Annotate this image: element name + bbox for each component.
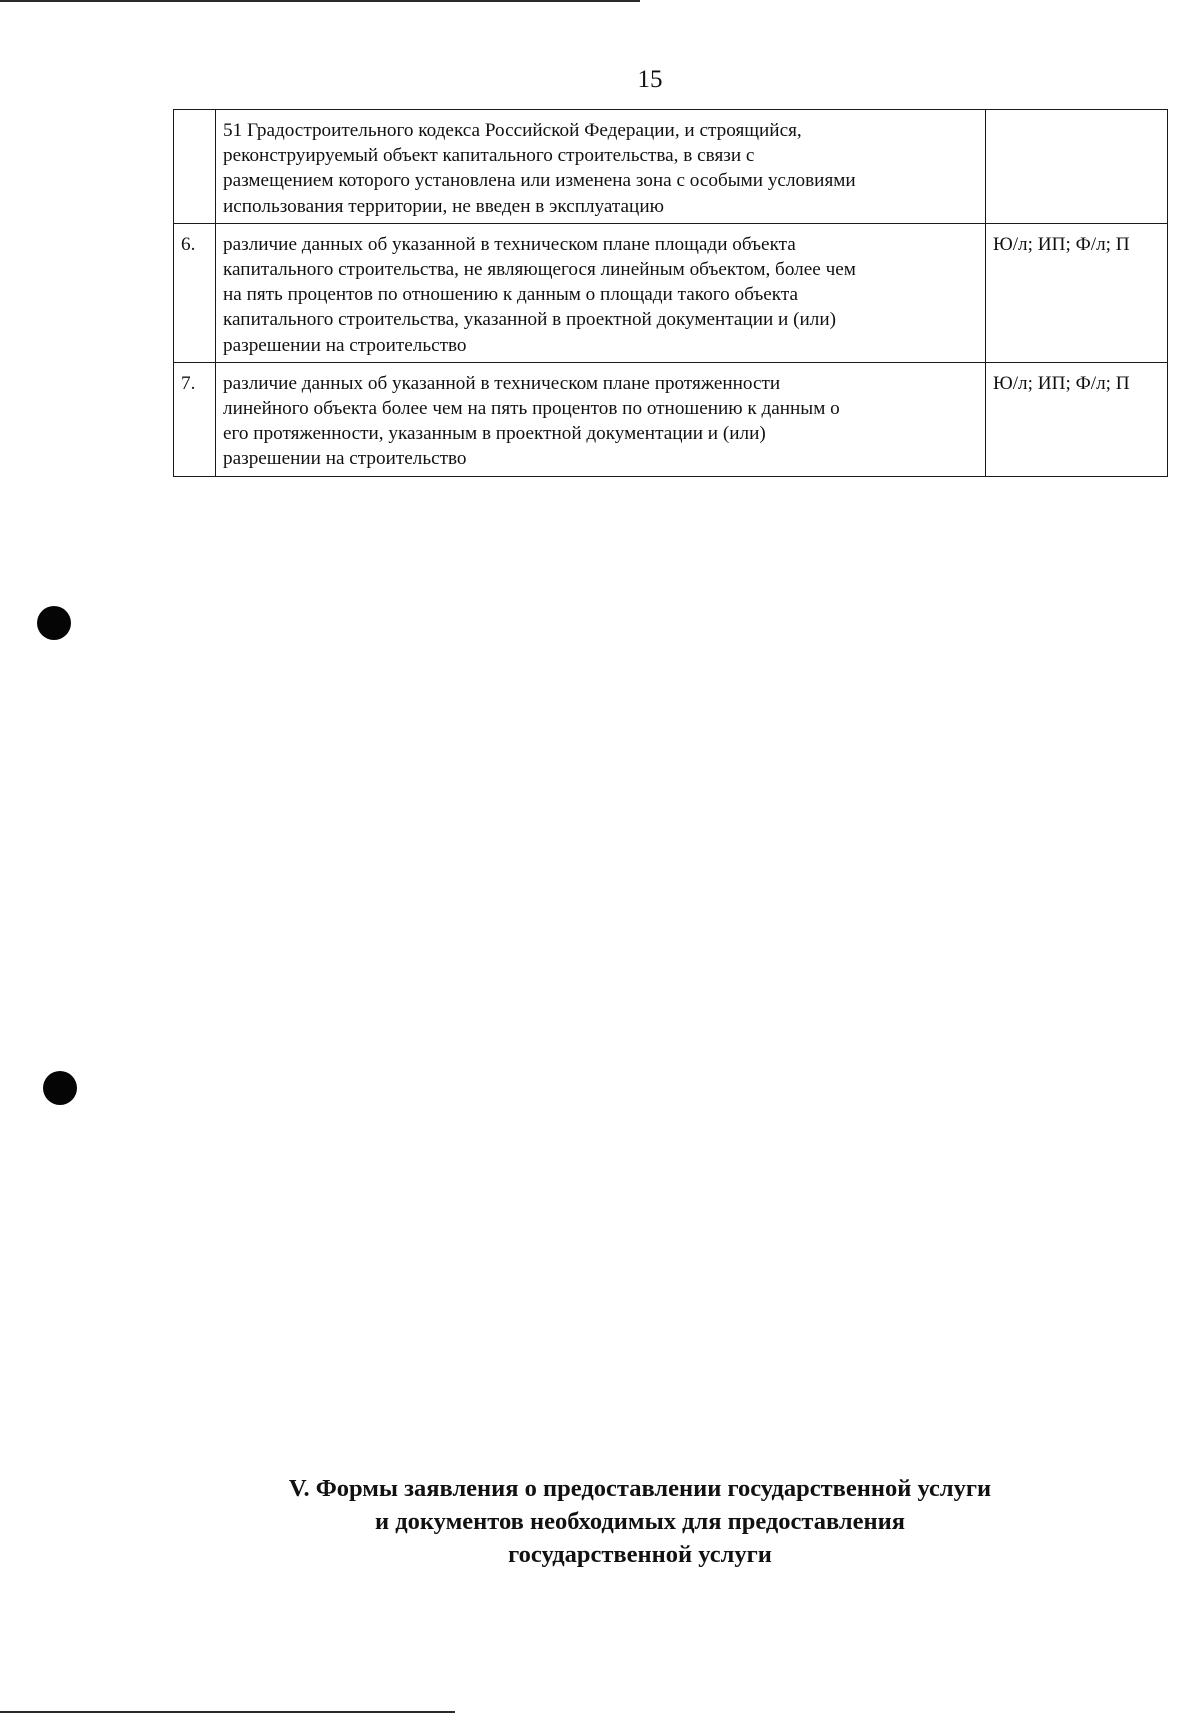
row-number <box>174 110 216 224</box>
row-text-line: реконструируемый объект капитального строительства, в связи с <box>223 145 755 167</box>
requirements-table <box>173 109 1168 477</box>
row-text-line: разрешении на строительство <box>223 448 467 470</box>
scan-edge-bottom <box>0 1711 455 1713</box>
row-description <box>216 362 986 476</box>
row-description <box>216 110 986 224</box>
row-text-line: разрешении на строительство <box>223 334 467 356</box>
row-applicants: Ю/л; ИП; Ф/л; П <box>986 223 1168 362</box>
row-description <box>216 223 986 362</box>
section-title-line: государственной услуги <box>508 1541 772 1568</box>
scan-edge-top <box>0 0 640 2</box>
row-text-line: различие данных об указанной в техническом плане площади объекта <box>223 233 796 255</box>
row-text-line: на пять процентов по отношению к данным о площади такого объекта <box>223 284 798 306</box>
row-text-line: капитального строительства, указанной в проектной документации и (или) <box>223 309 836 331</box>
row-text-line: капитального строительства, не являющегося линейным объектом, более чем <box>223 259 856 281</box>
row-applicants <box>986 110 1168 224</box>
table-row <box>174 362 1168 476</box>
row-number: 7. <box>174 362 216 476</box>
table-row <box>174 110 1168 224</box>
punch-hole-upper <box>37 606 71 640</box>
page-number: 15 <box>637 66 663 93</box>
row-applicants: Ю/л; ИП; Ф/л; П <box>986 362 1168 476</box>
table-row <box>174 223 1168 362</box>
punch-hole-lower <box>43 1071 77 1105</box>
row-text-line: линейного объекта более чем на пять процентов по отношению к данным о <box>223 398 840 420</box>
row-number: 6. <box>174 223 216 362</box>
row-text-line: 51 Градостроительного кодекса Российской Федерации, и строящийся, <box>223 120 802 141</box>
row-text-line: использования территории, не введен в эксплуатацию <box>223 195 664 217</box>
section-title-line: и документов необходимых для предоставления <box>374 1508 906 1535</box>
section-title <box>0 1472 1200 1571</box>
section-title-line: V. Формы заявления о предоставлении государственной услуги <box>288 1475 992 1502</box>
row-text-line: различие данных об указанной в техническом плане протяженности <box>223 372 781 394</box>
row-text-line: размещением которого установлена или изменена зона с особыми условиями <box>223 170 856 192</box>
row-text-line: его протяженности, указанным в проектной документации и (или) <box>223 423 766 445</box>
